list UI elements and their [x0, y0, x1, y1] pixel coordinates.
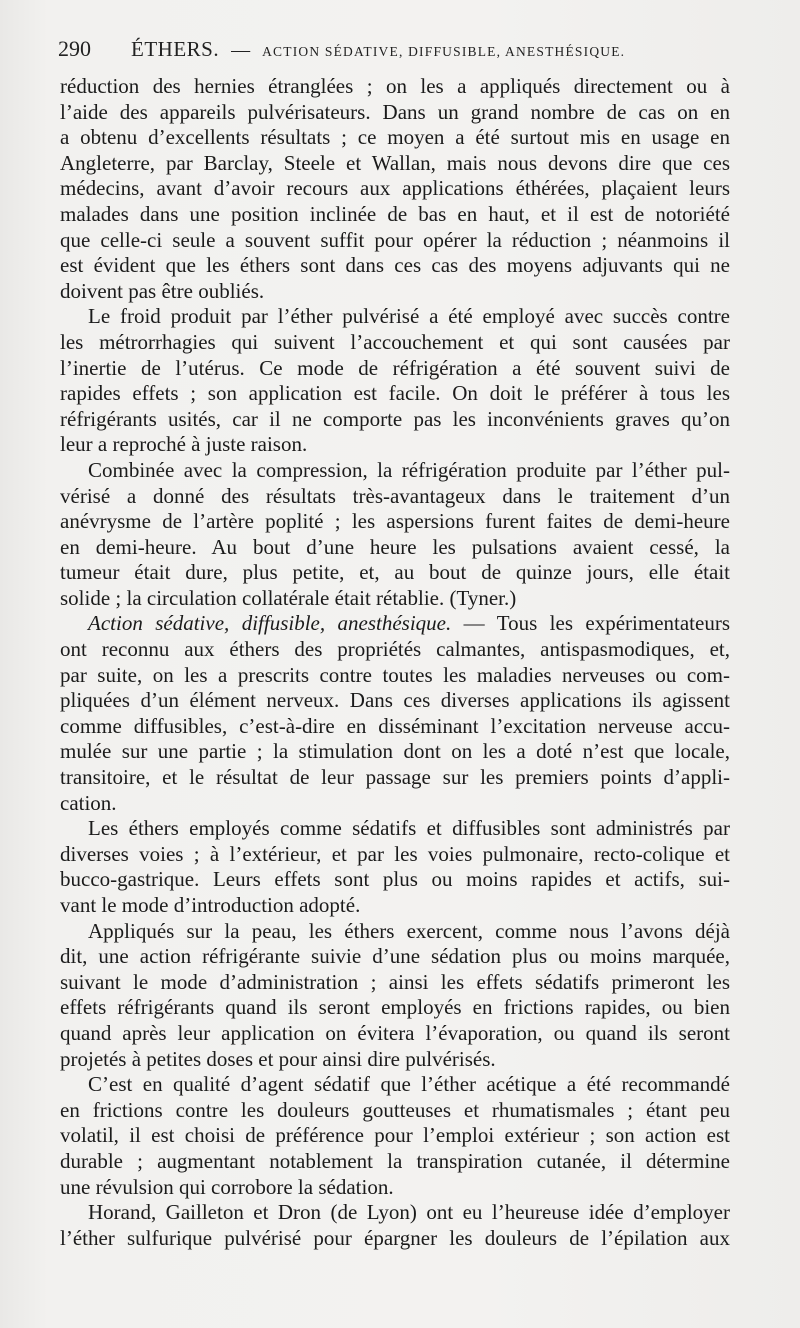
text-line: vant le mode d’introduction adopté.	[60, 893, 361, 917]
text-line: que celle-ci seule a souvent suffit pour opérer la réduction ; néanmoins il	[60, 227, 730, 252]
text-line: réduction des hernies étranglées ; on les a appliqués directement ou à	[60, 74, 730, 98]
section-heading-line	[60, 611, 730, 637]
running-header	[58, 36, 738, 66]
text-line: l’inertie de l’utérus. Ce mode de réfrigération a été souvent suivi de	[60, 355, 730, 380]
body-text	[60, 74, 730, 1251]
text-line: bucco-gastrique. Leurs effets sont plus ou moins rapides et actifs, sui-	[60, 867, 730, 892]
text-line: diverses voies ; à l’extérieur, et par les voies pulmonaire, recto-colique et	[60, 841, 730, 866]
paragraph-first-line: Combinée avec la compression, la réfrigération produite par l’éther pul-	[88, 457, 730, 482]
text-line: quand après leur application on évitera l’évaporation, ou quand ils seront	[60, 1020, 730, 1045]
text-line: Angleterre, par Barclay, Steele et Wallan, mais nous devons dire que ces	[60, 150, 730, 175]
running-head-subtitle: ACTION SÉDATIVE, DIFFUSIBLE, ANESTHÉSIQUE.	[262, 44, 626, 59]
text-line: suivant le mode d’administration ; ainsi les effets sédatifs primeront les	[60, 969, 730, 994]
text-line: dit, une action réfrigérante suivie d’une sédation plus ou moins marquée,	[60, 944, 730, 969]
paragraph-first-line: Le froid produit par l’éther pulvérisé a été employé avec succès contre	[88, 304, 730, 329]
text-line: en frictions contre les douleurs goutteuses et rhumatismales ; étant peu	[60, 1097, 730, 1122]
text-line: rapides effets ; son application est facile. On doit le préférer à tous les	[60, 381, 730, 406]
paragraph-first-line: Horand, Gailleton et Dron (de Lyon) ont eu l’heureuse idée d’employer	[88, 1200, 730, 1225]
text-line: réfrigérants usités, car il ne comporte pas les inconvénients graves qu’on	[60, 406, 730, 431]
text-line: cation.	[60, 790, 117, 815]
page-number: 290	[58, 36, 91, 61]
section-heading: Action sédative, diffusible, anesthésique.	[88, 611, 452, 636]
text-line: en demi-heure. Au bout d’une heure les pulsations avaient cessé, la	[60, 534, 730, 559]
text-line: mulée sur une partie ; la stimulation dont on les a doté n’est que locale,	[60, 739, 730, 764]
text-line: médecins, avant d’avoir recours aux applications éthérées, plaçaient leurs	[60, 176, 730, 201]
text-line: solide ; la circulation collatérale était rétablie. (Tyner.)	[60, 585, 517, 610]
text-line: pliquées d’un élément nerveux. Dans ces diverses applications ils agissent	[60, 688, 730, 713]
text-line: volatil, il est choisi de préférence pour l’emploi extérieur ; son action est	[60, 1123, 730, 1148]
text-line: transitoire, et le résultat de leur passage sur les premiers points d’appli-	[60, 765, 730, 790]
text-line: doivent pas être oubliés.	[60, 278, 265, 303]
text-line: comme diffusibles, c’est-à-dire en disséminant l’excitation nerveuse accu-	[60, 713, 730, 738]
text-line: ont reconnu aux éthers des propriétés calmantes, antispasmodiques, et,	[60, 637, 730, 662]
text-line: projetés à petites doses et pour ainsi dire pulvérisés.	[60, 1046, 496, 1071]
text-line: malades dans une position inclinée de bas en haut, et il est de notoriété	[60, 201, 730, 226]
text-line: une révulsion qui corrobore la sédation.	[60, 1174, 394, 1199]
text-line: effets réfrigérants quand ils seront employés en frictions rapides, ou bien	[60, 995, 730, 1020]
text-line: anévrysme de l’artère poplité ; les aspersions furent faites de demi-heure	[60, 509, 730, 534]
text-line: les métrorrhagies qui suivent l’accouchement et qui sont causées par	[60, 329, 730, 354]
text-line: a obtenu d’excellents résultats ; ce moyen a été surtout mis en usage en	[60, 125, 730, 150]
paragraph-first-line: Appliqués sur la peau, les éthers exercent, comme nous l’avons déjà	[88, 918, 730, 943]
text-line: durable ; augmentant notablement la transpiration cutanée, il détermine	[60, 1148, 730, 1173]
paragraph-first-line: C’est en qualité d’agent sédatif que l’éther acétique a été recommandé	[88, 1072, 730, 1097]
section-heading-continuation: — Tous les expérimentateurs	[451, 611, 730, 636]
text-line: est évident que les éthers sont dans ces cas des moyens adjuvants qui ne	[60, 253, 730, 278]
running-head-title: ÉTHERS.	[131, 37, 220, 61]
text-line: l’aide des appareils pulvérisateurs. Dans un grand nombre de cas on en	[60, 99, 730, 124]
running-head-dash: —	[231, 40, 251, 61]
text-line: leur a reproché à juste raison.	[60, 432, 308, 457]
paragraph-first-line: Les éthers employés comme sédatifs et diffusibles sont administrés par	[88, 816, 730, 841]
text-line: par suite, on les a prescrits contre toutes les maladies nerveuses ou com-	[60, 662, 730, 687]
text-line: vérisé a donné des résultats très-avantageux dans le traitement d’un	[60, 483, 730, 508]
text-line: tumeur était dure, plus petite, et, au bout de quinze jours, elle était	[60, 560, 730, 585]
text-line: l’éther sulfurique pulvérisé pour épargner les douleurs de l’épilation aux	[60, 1225, 730, 1250]
